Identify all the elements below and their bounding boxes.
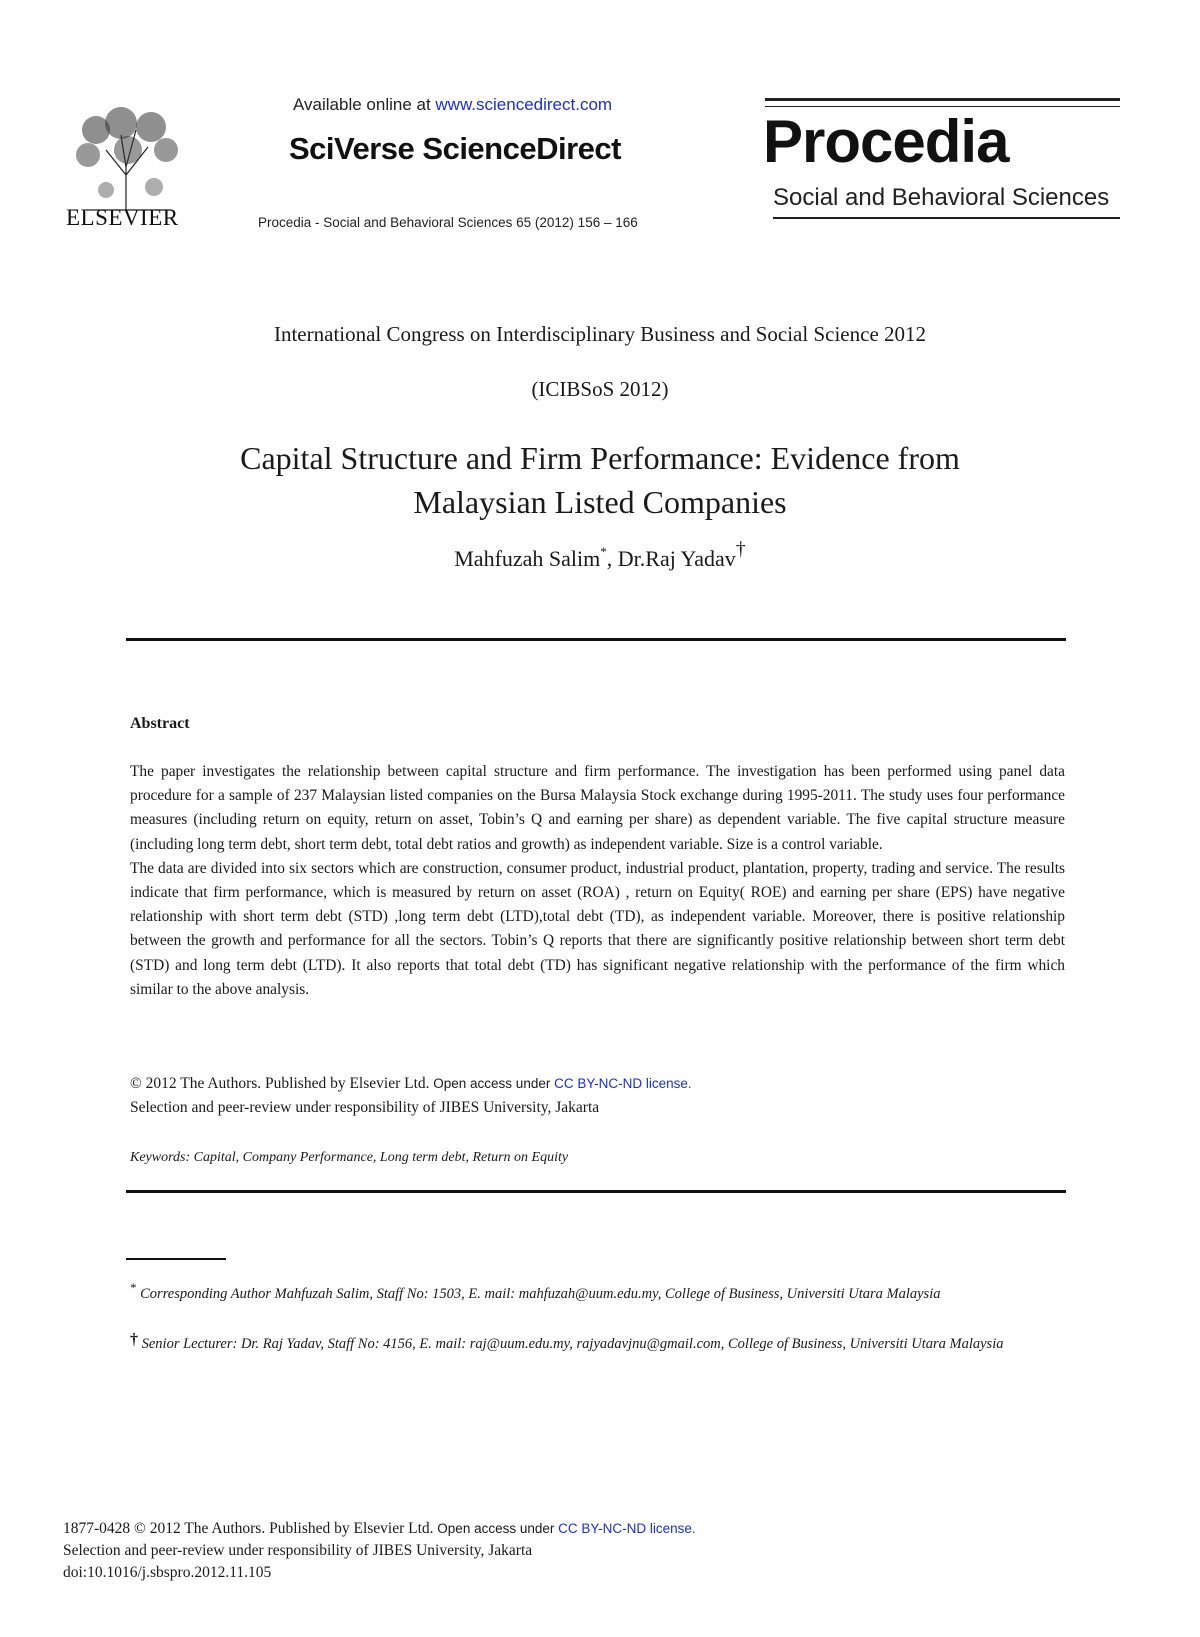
platform-name: SciVerse ScienceDirect	[289, 131, 621, 166]
conference-acronym: (ICIBSoS 2012)	[531, 377, 669, 401]
author-line	[0, 538, 1200, 572]
footnote-1-text: Corresponding Author Mahfuzah Salim, Staff No: 1503, E. mail: mahfuzah@uum.edu.my, College of Business, Universiti Utara Malaysia	[136, 1286, 941, 1302]
procedia-logo-subtitle: Social and Behavioral Sciences	[773, 184, 1110, 211]
author-1: Mahfuzah Salim	[454, 546, 601, 571]
header-divider	[126, 638, 1066, 641]
keywords: Keywords: Capital, Company Performance, Long term debt, Return on Equity	[130, 1150, 569, 1165]
abstract-heading: Abstract	[130, 715, 190, 732]
available-prefix: Available online at	[293, 95, 436, 114]
abstract-body	[130, 760, 1065, 1002]
copyright-text: © 2012 The Authors. Published by Elsevier Ltd.	[130, 1075, 430, 1092]
author-2: , Dr.Raj Yadav	[606, 546, 736, 571]
author-1-mark: *	[600, 544, 607, 559]
sciencedirect-link[interactable]: www.sciencedirect.com	[435, 95, 613, 114]
bottom-open-access-text: Open access under	[433, 1521, 559, 1536]
title-line-1: Capital Structure and Firm Performance: Evidence from	[240, 440, 960, 476]
author-2-mark: †	[735, 538, 746, 560]
footnote-2-mark: †	[130, 1331, 138, 1348]
available-online-line	[293, 95, 612, 115]
procedia-rule	[773, 217, 1120, 219]
footnote-2-text: Senior Lecturer: Dr. Raj Yadav, Staff No: 4156, E. mail: raj@uum.edu.my, rajyadavjnu@gmail.com, College of Business, Universiti Utara Malaysia	[138, 1336, 1004, 1352]
abstract-divider	[126, 1190, 1066, 1193]
publication-info	[63, 1518, 696, 1584]
license-link[interactable]: CC BY-NC-ND license.	[554, 1076, 692, 1091]
issn-text: 1877-0428 © 2012 The Authors. Published by Elsevier Ltd.	[63, 1520, 434, 1537]
copyright-line	[130, 1072, 692, 1096]
procedia-rule	[765, 98, 1120, 101]
conference-name: International Congress on Interdisciplinary Business and Social Science 2012	[273, 322, 927, 346]
title-line-2: Malaysian Listed Companies	[413, 484, 787, 520]
bottom-license-link[interactable]: CC BY-NC-ND license.	[558, 1521, 696, 1536]
bottom-peer-review-line: Selection and peer-review under responsibility of JIBES University, Jakarta	[63, 1542, 533, 1559]
footnote-rule	[126, 1258, 226, 1260]
abstract-paragraph-1: The paper investigates the relationship between capital structure and firm performance. The investigation has been performed using panel data procedure for a sample of 237 Malaysian listed companies on the Bursa Malaysia Stock exchange during 1995-2011. The study uses four performance measures (including return on equity, return on asset, Tobin’s Q and earning per share) as dependent variable. The five capital structure measure (including long term debt, short term debt, total debt ratios and growth) as independent variable. Size is a control variable.	[130, 763, 1065, 853]
procedia-logo-title: Procedia	[763, 108, 1009, 175]
procedia-rule	[765, 106, 1120, 107]
abstract-paragraph-2: The data are divided into six sectors which are construction, consumer product, industrial product, plantation, property, trading and service. The results indicate that firm performance, which is measured by return on asset (ROA) , return on Equity( ROE) and earning per share (EPS) have negative relationship with short term debt (STD) ,long term debt (LTD),total debt (TD), as independent variable. Moreover, there is positive relationship between the growth and performance for all the sectors. Tobin’s Q reports that there are significantly positive relationship between short term debt (STD) and long term debt (LTD). It also reports that total debt (TD) has significant negative relationship with the performance of the firm which similar to the above analysis.	[130, 859, 1065, 998]
paper-title	[0, 436, 1200, 524]
peer-review-line: Selection and peer-review under responsibility of JIBES University, Jakarta	[130, 1099, 600, 1116]
open-access-text: Open access under	[429, 1076, 555, 1091]
footnote-2	[130, 1332, 1060, 1356]
issn-line	[63, 1518, 696, 1540]
copyright-block	[130, 1072, 692, 1120]
footnote-1	[130, 1282, 1060, 1306]
doi: doi:10.1016/j.sbspro.2012.11.105	[63, 1564, 272, 1581]
journal-reference: Procedia - Social and Behavioral Sciences 65 (2012) 156 – 166	[258, 215, 638, 230]
footnote-1-mark: *	[130, 1280, 137, 1295]
elsevier-wordmark: ELSEVIER	[66, 205, 179, 230]
